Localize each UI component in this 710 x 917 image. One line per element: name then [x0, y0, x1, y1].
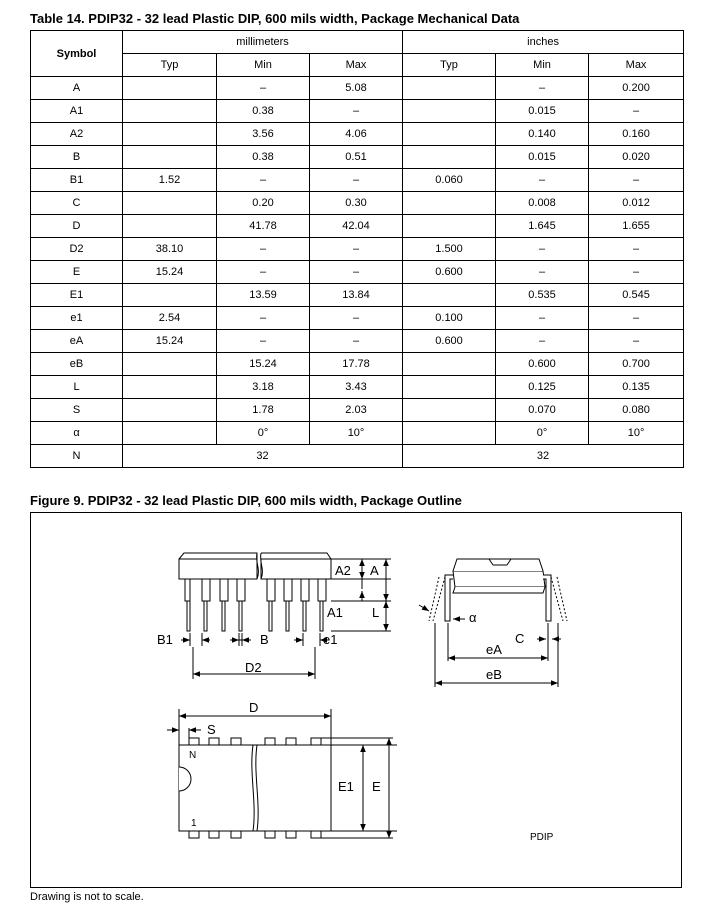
label-e1-pitch: e1: [323, 632, 338, 647]
label-a2: A2: [335, 563, 351, 578]
symbol-cell: A: [31, 77, 123, 100]
table-row: [31, 146, 684, 169]
in-typ-cell: [403, 77, 496, 100]
mm-max-cell: –: [310, 238, 403, 261]
label-e1-body: E1: [338, 779, 354, 794]
in-max-cell: –: [589, 169, 684, 192]
label-a1: A1: [327, 605, 343, 620]
mm-min-header: Min: [217, 54, 310, 77]
label-ea: eA: [486, 642, 502, 657]
mm-min-cell: 3.18: [217, 376, 310, 399]
mm-max-cell: 5.08: [310, 77, 403, 100]
in-max-header: Max: [589, 54, 684, 77]
mm-max-cell: –: [310, 169, 403, 192]
in-max-cell: 0.020: [589, 146, 684, 169]
mm-typ-cell: [123, 284, 217, 307]
symbol-cell: e1: [31, 307, 123, 330]
mm-max-header: Max: [310, 54, 403, 77]
symbol-cell: L: [31, 376, 123, 399]
in-max-cell: –: [589, 238, 684, 261]
in-min-cell: –: [496, 169, 589, 192]
symbol-cell: B: [31, 146, 123, 169]
mm-typ-cell: [123, 192, 217, 215]
mm-typ-cell: [123, 215, 217, 238]
table-row: [31, 445, 684, 468]
in-typ-cell: [403, 422, 496, 445]
mm-pin-count-cell: 32: [123, 445, 403, 468]
mm-min-cell: 15.24: [217, 353, 310, 376]
symbol-cell: eA: [31, 330, 123, 353]
mm-min-cell: 13.59: [217, 284, 310, 307]
table-row: [31, 284, 684, 307]
label-pin-1: 1: [191, 818, 197, 829]
figure-title: Figure 9. PDIP32 - 32 lead Plastic DIP, 600 mils width, Package Outline: [30, 493, 462, 508]
in-pin-count-cell: 32: [403, 445, 684, 468]
side-view-pins: [185, 579, 326, 631]
label-alpha: α: [469, 610, 477, 625]
mm-typ-cell: 2.54: [123, 307, 217, 330]
mm-max-cell: 42.04: [310, 215, 403, 238]
symbol-cell: α: [31, 422, 123, 445]
in-typ-cell: [403, 353, 496, 376]
symbol-cell: S: [31, 399, 123, 422]
mm-max-cell: –: [310, 261, 403, 284]
symbol-cell: D2: [31, 238, 123, 261]
table-row: [31, 169, 684, 192]
in-min-cell: 0.015: [496, 146, 589, 169]
mm-max-cell: 2.03: [310, 399, 403, 422]
mm-min-cell: 1.78: [217, 399, 310, 422]
in-max-cell: –: [589, 100, 684, 123]
mm-max-cell: 0.51: [310, 146, 403, 169]
mm-typ-cell: 1.52: [123, 169, 217, 192]
in-min-cell: 0.535: [496, 284, 589, 307]
mm-min-cell: –: [217, 330, 310, 353]
mechanical-data-table: [30, 30, 684, 468]
label-d: D: [249, 700, 259, 715]
symbol-cell: E1: [31, 284, 123, 307]
in-min-cell: 0°: [496, 422, 589, 445]
table-row: [31, 192, 684, 215]
symbol-cell: A2: [31, 123, 123, 146]
table-title: Table 14. PDIP32 - 32 lead Plastic DIP, 600 mils width, Package Mechanical Data: [30, 11, 520, 26]
table-row: [31, 77, 684, 100]
in-typ-cell: 1.500: [403, 238, 496, 261]
package-name-label: PDIP: [530, 832, 554, 843]
label-s: S: [207, 722, 216, 737]
label-b: B: [260, 632, 269, 647]
mm-max-cell: 4.06: [310, 123, 403, 146]
table-row: [31, 238, 684, 261]
package-outline-drawing: [31, 513, 683, 889]
in-typ-cell: [403, 146, 496, 169]
in-min-cell: 0.600: [496, 353, 589, 376]
in-max-cell: 0.700: [589, 353, 684, 376]
mm-typ-cell: [123, 77, 217, 100]
in-min-cell: 0.008: [496, 192, 589, 215]
top-view: [167, 709, 397, 838]
mm-typ-cell: [123, 123, 217, 146]
in-max-cell: –: [589, 330, 684, 353]
symbol-header: Symbol: [31, 31, 123, 77]
in-typ-cell: [403, 192, 496, 215]
symbol-cell: A1: [31, 100, 123, 123]
table-row: [31, 422, 684, 445]
mm-typ-cell: 15.24: [123, 330, 217, 353]
mm-max-cell: –: [310, 100, 403, 123]
in-typ-cell: [403, 215, 496, 238]
in-max-cell: 0.200: [589, 77, 684, 100]
table-row: [31, 376, 684, 399]
in-typ-cell: [403, 100, 496, 123]
mm-typ-header: Typ: [123, 54, 217, 77]
mm-max-cell: 3.43: [310, 376, 403, 399]
table-row: [31, 215, 684, 238]
symbol-cell: C: [31, 192, 123, 215]
in-typ-header: Typ: [403, 54, 496, 77]
package-outline-figure: [30, 512, 682, 888]
in-max-cell: 0.080: [589, 399, 684, 422]
symbol-cell: E: [31, 261, 123, 284]
in-typ-cell: [403, 123, 496, 146]
mm-typ-cell: 38.10: [123, 238, 217, 261]
mm-min-cell: 0.20: [217, 192, 310, 215]
in-typ-cell: 0.060: [403, 169, 496, 192]
in-min-cell: 0.125: [496, 376, 589, 399]
mm-min-cell: 0.38: [217, 146, 310, 169]
mm-max-cell: 10°: [310, 422, 403, 445]
in-min-cell: 0.015: [496, 100, 589, 123]
in-max-cell: 0.545: [589, 284, 684, 307]
footnote: Drawing is not to scale.: [30, 891, 144, 903]
label-e: E: [372, 779, 381, 794]
mm-typ-cell: [123, 376, 217, 399]
in-typ-cell: 0.600: [403, 261, 496, 284]
table-row: [31, 123, 684, 146]
inches-header: inches: [403, 31, 684, 54]
mm-typ-cell: [123, 146, 217, 169]
label-pin-n: N: [189, 750, 197, 761]
mm-typ-cell: [123, 100, 217, 123]
label-d2: D2: [245, 660, 262, 675]
mm-typ-cell: 15.24: [123, 261, 217, 284]
mm-typ-cell: [123, 399, 217, 422]
mm-max-cell: –: [310, 307, 403, 330]
table-row: [31, 261, 684, 284]
in-max-cell: 0.160: [589, 123, 684, 146]
symbol-cell: eB: [31, 353, 123, 376]
in-min-cell: 0.070: [496, 399, 589, 422]
mm-min-cell: 3.56: [217, 123, 310, 146]
symbol-cell: D: [31, 215, 123, 238]
mm-min-cell: 0°: [217, 422, 310, 445]
mm-min-cell: –: [217, 261, 310, 284]
in-max-cell: 1.655: [589, 215, 684, 238]
mm-max-cell: 0.30: [310, 192, 403, 215]
mm-min-cell: –: [217, 238, 310, 261]
mm-min-cell: 41.78: [217, 215, 310, 238]
in-min-cell: –: [496, 307, 589, 330]
symbol-cell: B1: [31, 169, 123, 192]
table-row: [31, 307, 684, 330]
mm-max-cell: 13.84: [310, 284, 403, 307]
label-c: C: [515, 631, 525, 646]
in-typ-cell: [403, 399, 496, 422]
in-min-header: Min: [496, 54, 589, 77]
mm-max-cell: 17.78: [310, 353, 403, 376]
in-min-cell: –: [496, 261, 589, 284]
in-typ-cell: [403, 284, 496, 307]
symbol-cell: N: [31, 445, 123, 468]
in-min-cell: –: [496, 330, 589, 353]
in-max-cell: 0.135: [589, 376, 684, 399]
in-max-cell: 0.012: [589, 192, 684, 215]
millimeters-header: millimeters: [123, 31, 403, 54]
mm-min-cell: –: [217, 307, 310, 330]
label-l: L: [372, 605, 380, 620]
in-min-cell: 1.645: [496, 215, 589, 238]
mm-typ-cell: [123, 422, 217, 445]
in-max-cell: –: [589, 307, 684, 330]
table-row: [31, 330, 684, 353]
in-typ-cell: 0.100: [403, 307, 496, 330]
table-row: [31, 353, 684, 376]
in-typ-cell: 0.600: [403, 330, 496, 353]
table-row: [31, 100, 684, 123]
mm-min-cell: –: [217, 169, 310, 192]
table-row: [31, 399, 684, 422]
label-a: A: [370, 563, 379, 578]
mm-max-cell: –: [310, 330, 403, 353]
in-max-cell: –: [589, 261, 684, 284]
in-min-cell: 0.140: [496, 123, 589, 146]
mm-min-cell: 0.38: [217, 100, 310, 123]
in-typ-cell: [403, 376, 496, 399]
label-b1: B1: [157, 632, 173, 647]
in-max-cell: 10°: [589, 422, 684, 445]
mm-typ-cell: [123, 353, 217, 376]
label-eb: eB: [486, 667, 502, 682]
in-min-cell: –: [496, 238, 589, 261]
mm-min-cell: –: [217, 77, 310, 100]
side-view: [179, 553, 391, 679]
in-min-cell: –: [496, 77, 589, 100]
